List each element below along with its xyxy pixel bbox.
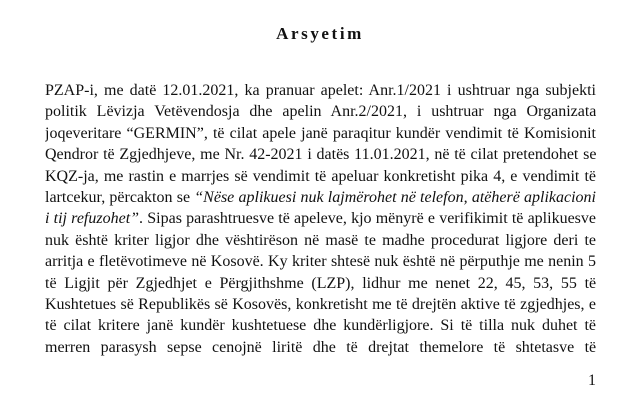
paragraph-line bbox=[45, 123, 596, 144]
paragraph-line bbox=[45, 208, 596, 229]
text-run: merren parasysh sepse cenojnë liritë dhe të drejtat themelore të shtetasve të bbox=[45, 338, 596, 356]
paragraph-line bbox=[45, 251, 596, 272]
quoted-text: i tij refuzohet” bbox=[45, 210, 140, 228]
paragraph-line bbox=[45, 337, 596, 358]
text-run: të Ligjit për Zgjedhjet e Përgjithshme (LZP), lidhur me nenet 22, 45, 53, 55 të bbox=[45, 274, 596, 292]
text-run: të cilat kritere janë kundër kushtetuese dhe kundërligjore. Si të tilla nuk duhet të bbox=[45, 317, 596, 335]
document-title: Arsyetim bbox=[276, 24, 364, 43]
body-paragraph bbox=[45, 80, 596, 358]
page-number: 1 bbox=[588, 372, 596, 389]
paragraph-line bbox=[45, 273, 596, 294]
text-run: politik Lëvizja Vetëvendosja dhe apelin Anr.2/2021, i ushtruar nga Organizata bbox=[45, 103, 596, 121]
text-run: arritja e fletëvotimeve në Kosovë. Ky kriter shtesë nuk është në përputhje me nenin 5 bbox=[45, 253, 596, 271]
paragraph-line bbox=[45, 166, 596, 187]
paragraph-line bbox=[45, 144, 596, 165]
text-run: Qendror të Zgjedhjeve, me Nr. 42-2021 i datës 11.01.2021, në të cilat pretendohet se bbox=[45, 146, 596, 164]
paragraph-line bbox=[45, 187, 596, 208]
paragraph-line bbox=[45, 315, 596, 336]
text-run: . Sipas parashtruesve të apeleve, kjo mënyrë e verifikimit të aplikuesve bbox=[139, 210, 596, 228]
text-run: lartcekur, përcakton se bbox=[45, 188, 195, 206]
text-run: nuk është kriter ligjor dhe vështirëson në masë te madhe procedurat ligjore deri te bbox=[45, 231, 596, 249]
paragraph-line bbox=[45, 80, 596, 101]
text-run: joqeveritare “GERMIN”, të cilat apele janë paraqitur kundër vendimit të Komisionit bbox=[45, 124, 596, 142]
paragraph-line bbox=[45, 230, 596, 251]
text-run: KQZ-ja, me rastin e marrjes së vendimit të apeluar konkretisht pika 4, e vendimit të bbox=[45, 167, 596, 185]
quoted-text: “Nëse aplikuesi nuk lajmërohet në telefon, atëherë aplikacioni bbox=[194, 188, 596, 206]
text-run: PZAP-i, me datë 12.01.2021, ka pranuar apelet: Anr.1/2021 i ushtruar nga subjekti bbox=[45, 82, 596, 99]
text-run: Kushtetues së Republikës së Kosovës, konkretisht me të drejtën aktive të zgjedhjes, e bbox=[45, 295, 596, 313]
paragraph-line bbox=[45, 294, 596, 315]
paragraph-line bbox=[45, 101, 596, 122]
